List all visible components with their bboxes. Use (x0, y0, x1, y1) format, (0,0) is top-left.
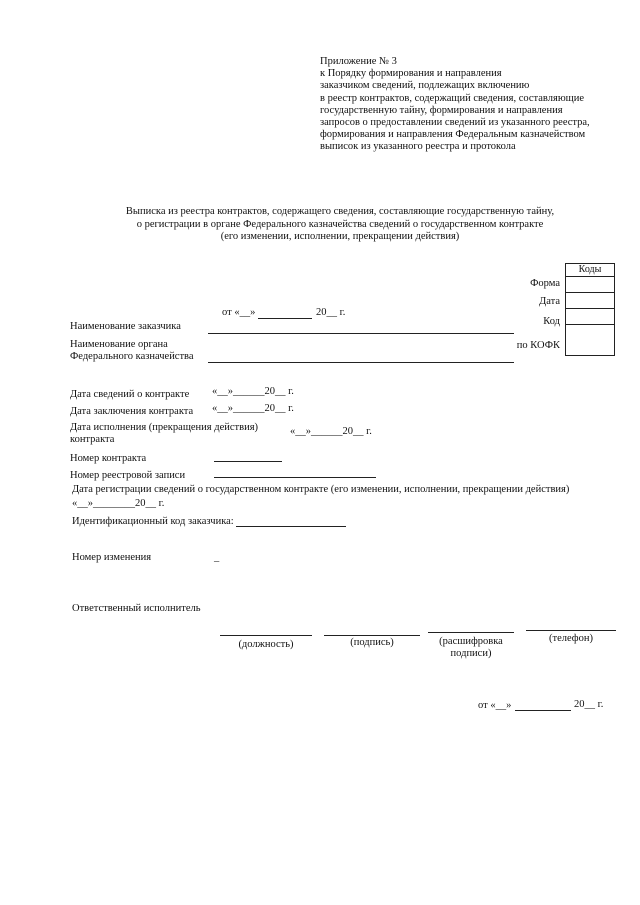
contract-info-date-label: Дата сведений о контракте (70, 389, 190, 400)
bottom-date-ot: от «__» (478, 700, 512, 711)
signature-caption: (подпись) (350, 637, 394, 648)
date-ot: от «__» (222, 307, 256, 318)
appendix-line: в реестр контрактов, содержащий сведения, составляющие (320, 92, 585, 104)
appendix-line: Приложение № 3 (320, 56, 397, 67)
document-title (90, 206, 590, 244)
appendix-line: заказчиком сведений, подлежащих включению (320, 80, 530, 92)
change-number-value: – (214, 556, 220, 567)
registry-number-line (214, 477, 376, 478)
bottom-date-year: 20__ г. (574, 699, 604, 710)
codes-label-forma: Форма (530, 278, 560, 289)
date-year: 20__ г. (316, 307, 346, 318)
codes-label-kofk: по КОФК (516, 340, 560, 351)
decoding-caption-2: подписи) (450, 648, 492, 659)
treasury-label-2: Федерального казначейства (70, 351, 194, 362)
codes-header: Коды (578, 264, 602, 275)
title-line: Выписка из реестра контрактов, содержащего сведения, составляющие государственную тайну, (125, 206, 555, 217)
appendix-line: запросов о предоставлении сведений из указанного реестра, (320, 117, 590, 129)
code-cell-kofk (566, 324, 614, 355)
code-cell-data (566, 292, 614, 308)
codes-label-data: Дата (539, 296, 560, 307)
code-cell-forma (566, 276, 614, 292)
execution-date-value: «__»______20__ г. (290, 426, 372, 437)
date-month-line (258, 318, 312, 319)
customer-id-code-label: Идентификационный код заказчика: (72, 516, 234, 527)
execution-date-label: Дата исполнения (прекращения действия) (70, 422, 259, 433)
phone-line (526, 630, 616, 631)
decoding-line (428, 632, 514, 633)
appendix-header (320, 56, 590, 154)
treasury-label: Наименование органа (70, 339, 168, 350)
title-line: о регистрации в органе Федерального казначейства сведений о государственном контракте (136, 218, 544, 230)
execution-date-label-2: контракта (70, 434, 115, 445)
codes-table (565, 263, 615, 356)
code-cell-kod (566, 308, 614, 324)
registration-date-label: Дата регистрации сведений о государственном контракте (его изменении, исполнении, прекращении действия) (72, 484, 570, 495)
treasury-line (208, 362, 514, 363)
customer-label: Наименование заказчика (70, 321, 181, 332)
position-caption: (должность) (238, 639, 294, 650)
registration-date-value: «__»________20__ г. (72, 498, 165, 509)
codes-label-kod: Код (543, 316, 560, 327)
appendix-line: выписок из указанного реестра и протокола (320, 141, 516, 153)
registry-number-label: Номер реестровой записи (70, 470, 186, 481)
customer-line (208, 333, 514, 334)
signature-line (324, 635, 420, 636)
phone-caption: (телефон) (549, 633, 593, 644)
contract-info-date-value: «__»______20__ г. (212, 386, 294, 397)
position-line (220, 635, 312, 636)
customer-id-code-line (236, 526, 346, 527)
appendix-line: формирования и направления Федеральным казначейством (320, 129, 586, 141)
change-number-label: Номер изменения (72, 552, 152, 563)
appendix-line: государственную тайну, формирования и направления (320, 104, 563, 116)
contract-number-line (214, 461, 282, 462)
title-line: (его изменении, исполнении, прекращении действия) (220, 231, 460, 242)
appendix-line: к Порядку формирования и направления (320, 68, 502, 80)
bottom-date-line (515, 710, 571, 711)
decoding-caption: (расшифровка (439, 636, 503, 647)
contract-number-label: Номер контракта (70, 453, 147, 464)
conclusion-date-label: Дата заключения контракта (70, 406, 194, 417)
conclusion-date-value: «__»______20__ г. (212, 403, 294, 414)
responsible-label: Ответственный исполнитель (72, 603, 201, 614)
